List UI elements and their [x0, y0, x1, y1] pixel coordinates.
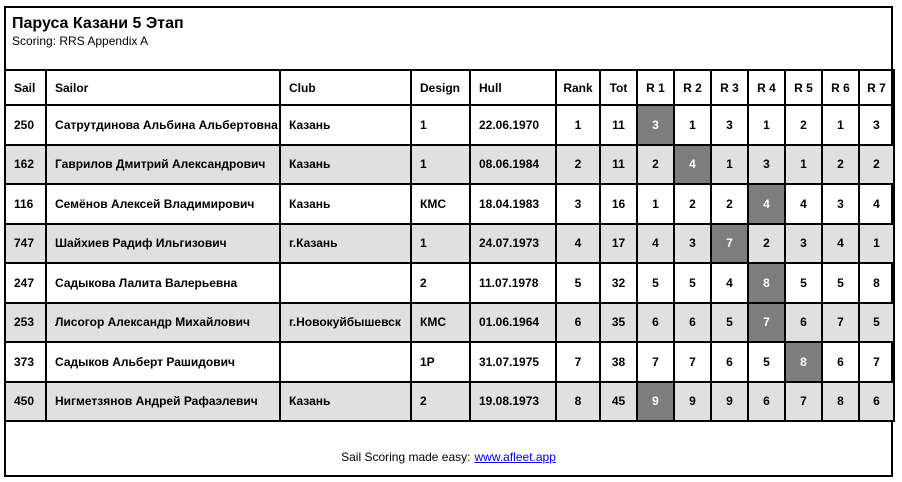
- table-row: [5, 184, 894, 224]
- table-row: [5, 263, 894, 303]
- cell-race-discard: 4: [674, 145, 711, 185]
- cell-club: Казань: [280, 145, 411, 185]
- cell-tot: 38: [600, 342, 637, 382]
- cell-sailor: Гаврилов Дмитрий Александрович: [46, 145, 280, 185]
- cell-design: 1Р: [411, 342, 470, 382]
- cell-race: 7: [637, 342, 674, 382]
- table-row: [5, 105, 894, 145]
- cell-race: 9: [674, 382, 711, 422]
- cell-tot: 17: [600, 224, 637, 264]
- page-title: Паруса Казани 5 Этап: [12, 15, 184, 32]
- cell-race: 6: [711, 342, 748, 382]
- cell-club: г.Казань: [280, 224, 411, 264]
- cell-hull: 31.07.1975: [470, 342, 556, 382]
- cell-race: 7: [822, 303, 859, 343]
- cell-tot: 11: [600, 145, 637, 185]
- table-row: [5, 224, 894, 264]
- cell-sail: 250: [5, 105, 46, 145]
- col-sailor: Sailor: [46, 70, 280, 105]
- cell-race: 6: [748, 382, 785, 422]
- cell-race: 8: [822, 382, 859, 422]
- cell-race: 2: [674, 184, 711, 224]
- cell-race: 3: [711, 105, 748, 145]
- cell-race: 5: [748, 342, 785, 382]
- cell-rank: 2: [556, 145, 600, 185]
- cell-race: 1: [785, 145, 822, 185]
- cell-sailor: Лисогор Александр Михайлович: [46, 303, 280, 343]
- cell-race-discard: 9: [637, 382, 674, 422]
- cell-race: 6: [785, 303, 822, 343]
- col-r5: R 5: [785, 70, 822, 105]
- cell-rank: 1: [556, 105, 600, 145]
- cell-race: 3: [785, 224, 822, 264]
- table-row: [5, 382, 894, 422]
- cell-race: 3: [674, 224, 711, 264]
- cell-hull: 24.07.1973: [470, 224, 556, 264]
- results-table: [4, 69, 895, 422]
- cell-club: Казань: [280, 105, 411, 145]
- cell-sailor: Шайхиев Радиф Ильгизович: [46, 224, 280, 264]
- cell-design: 1: [411, 145, 470, 185]
- cell-race: 3: [859, 105, 894, 145]
- cell-race-discard: 8: [748, 263, 785, 303]
- cell-sailor: Садыков Альберт Рашидович: [46, 342, 280, 382]
- cell-design: КМС: [411, 184, 470, 224]
- cell-club: [280, 342, 411, 382]
- cell-race: 3: [822, 184, 859, 224]
- cell-race: 6: [859, 382, 894, 422]
- cell-rank: 3: [556, 184, 600, 224]
- cell-race: 6: [637, 303, 674, 343]
- cell-hull: 22.06.1970: [470, 105, 556, 145]
- cell-club: Казань: [280, 184, 411, 224]
- cell-race: 6: [822, 342, 859, 382]
- cell-sail: 373: [5, 342, 46, 382]
- cell-race: 8: [859, 263, 894, 303]
- cell-race: 9: [711, 382, 748, 422]
- cell-rank: 5: [556, 263, 600, 303]
- cell-club: Казань: [280, 382, 411, 422]
- col-hull: Hull: [470, 70, 556, 105]
- cell-sail: 247: [5, 263, 46, 303]
- cell-race: 7: [674, 342, 711, 382]
- cell-tot: 16: [600, 184, 637, 224]
- cell-sailor: Сатрутдинова Альбина Альбертовна: [46, 105, 280, 145]
- col-tot: Tot: [600, 70, 637, 105]
- cell-sail: 747: [5, 224, 46, 264]
- col-r6: R 6: [822, 70, 859, 105]
- cell-race: 4: [785, 184, 822, 224]
- col-rank: Rank: [556, 70, 600, 105]
- cell-race: 2: [822, 145, 859, 185]
- cell-race: 1: [822, 105, 859, 145]
- cell-race: 4: [711, 263, 748, 303]
- cell-design: 1: [411, 105, 470, 145]
- cell-design: 1: [411, 224, 470, 264]
- cell-rank: 4: [556, 224, 600, 264]
- cell-hull: 19.08.1973: [470, 382, 556, 422]
- col-sail: Sail: [5, 70, 46, 105]
- cell-race: 6: [674, 303, 711, 343]
- cell-sail: 162: [5, 145, 46, 185]
- cell-race-discard: 8: [785, 342, 822, 382]
- cell-race: 5: [859, 303, 894, 343]
- cell-sail: 116: [5, 184, 46, 224]
- table-row: [5, 145, 894, 185]
- cell-tot: 32: [600, 263, 637, 303]
- cell-race: 4: [637, 224, 674, 264]
- cell-hull: 18.04.1983: [470, 184, 556, 224]
- results-body: [5, 105, 894, 421]
- cell-tot: 45: [600, 382, 637, 422]
- cell-sailor: Семёнов Алексей Владимирович: [46, 184, 280, 224]
- cell-race: 1: [674, 105, 711, 145]
- cell-rank: 6: [556, 303, 600, 343]
- cell-race: 1: [748, 105, 785, 145]
- cell-rank: 7: [556, 342, 600, 382]
- col-r4: R 4: [748, 70, 785, 105]
- cell-sailor: Садыкова Лалита Валерьевна: [46, 263, 280, 303]
- cell-race: 1: [637, 184, 674, 224]
- afleet-link[interactable]: www.afleet.app: [474, 450, 556, 464]
- footer-text: Sail Scoring made easy:: [341, 450, 471, 464]
- cell-race: 5: [822, 263, 859, 303]
- cell-race: 5: [711, 303, 748, 343]
- cell-race: 1: [711, 145, 748, 185]
- header: [12, 14, 184, 48]
- cell-race: 2: [859, 145, 894, 185]
- cell-hull: 08.06.1984: [470, 145, 556, 185]
- header-row: [5, 70, 894, 105]
- cell-tot: 11: [600, 105, 637, 145]
- cell-design: 2: [411, 382, 470, 422]
- cell-race: 4: [822, 224, 859, 264]
- cell-hull: 11.07.1978: [470, 263, 556, 303]
- cell-race: 2: [711, 184, 748, 224]
- cell-design: 2: [411, 263, 470, 303]
- scoring-subtitle: Scoring: RRS Appendix A: [12, 34, 149, 48]
- cell-sail: 253: [5, 303, 46, 343]
- col-design: Design: [411, 70, 470, 105]
- col-r1: R 1: [637, 70, 674, 105]
- cell-sail: 450: [5, 382, 46, 422]
- cell-race: 1: [859, 224, 894, 264]
- cell-race: 3: [748, 145, 785, 185]
- cell-race: 7: [785, 382, 822, 422]
- cell-sailor: Нигметзянов Андрей Рафаэлевич: [46, 382, 280, 422]
- footer: [4, 437, 893, 477]
- cell-club: г.Новокуйбышевск: [280, 303, 411, 343]
- cell-race: 2: [748, 224, 785, 264]
- col-r7: R 7: [859, 70, 894, 105]
- cell-race: 7: [859, 342, 894, 382]
- col-r2: R 2: [674, 70, 711, 105]
- cell-rank: 8: [556, 382, 600, 422]
- table-row: [5, 342, 894, 382]
- table-row: [5, 303, 894, 343]
- col-club: Club: [280, 70, 411, 105]
- cell-design: КМС: [411, 303, 470, 343]
- cell-race-discard: 3: [637, 105, 674, 145]
- cell-race: 5: [637, 263, 674, 303]
- cell-hull: 01.06.1964: [470, 303, 556, 343]
- cell-race: 2: [785, 105, 822, 145]
- cell-race-discard: 7: [711, 224, 748, 264]
- cell-race-discard: 4: [748, 184, 785, 224]
- cell-race: 2: [637, 145, 674, 185]
- cell-tot: 35: [600, 303, 637, 343]
- cell-race: 5: [785, 263, 822, 303]
- cell-race-discard: 7: [748, 303, 785, 343]
- cell-club: [280, 263, 411, 303]
- col-r3: R 3: [711, 70, 748, 105]
- cell-race: 5: [674, 263, 711, 303]
- cell-race: 4: [859, 184, 894, 224]
